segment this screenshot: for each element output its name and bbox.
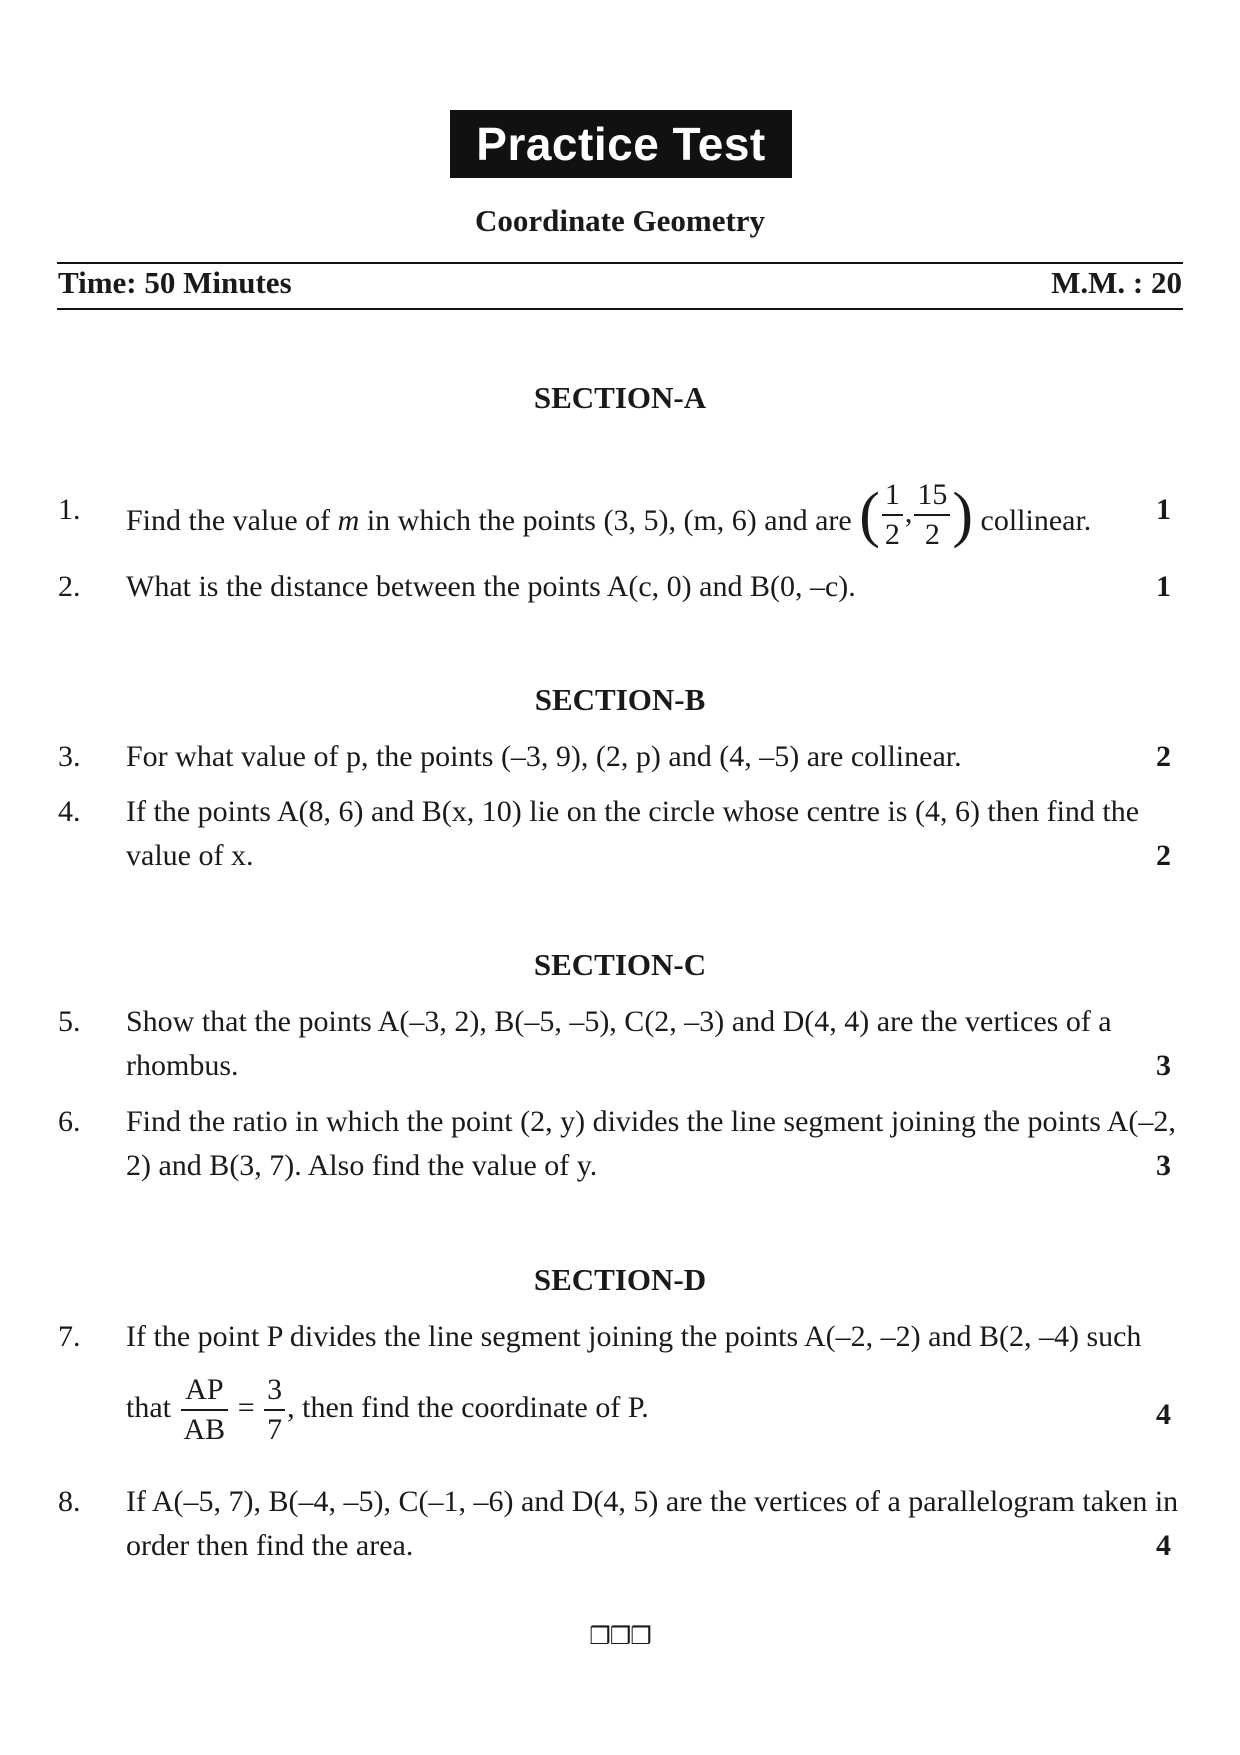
end-mark: ❒❒❒ (589, 1624, 651, 1650)
question-text: Show that the points A(–3, 2), B(–5, –5), C(2, –3) and D(4, 4) are the vertices of a rhombus. (126, 1005, 1112, 1082)
question-4 (58, 790, 1183, 878)
question-2 (58, 565, 1183, 609)
header-rule-top (57, 262, 1183, 264)
page-title: Practice Test (450, 110, 792, 178)
question-text-line2: that $\frac{AP}{AB}$ = $\frac{3}{7}$ , then find the coordinate of P. (126, 1373, 649, 1446)
question-marks: 2 (1156, 839, 1171, 872)
question-text: If the points A(8, 6) and B(x, 10) lie on the circle whose centre is (4, 6) then find the value of x. (126, 795, 1140, 872)
question-marks: 1 (1156, 493, 1171, 526)
question-3 (58, 735, 1183, 779)
section-a-heading: SECTION-A (533, 380, 707, 415)
question-text: If A(–5, 7), B(–4, –5), C(–1, –6) and D(4, 5) are the vertices of a parallelogram taken in order then find the area. (126, 1485, 1179, 1562)
question-text-line1: If the point P divides the line segment joining the points A(–2, –2) and B(2, –4) such (126, 1320, 1142, 1353)
question-marks: 4 (1156, 1529, 1171, 1562)
time-label: Time: 50 Minutes (58, 265, 292, 300)
header-rule-bottom (57, 308, 1183, 310)
section-d-heading: SECTION-D (533, 1262, 707, 1297)
question-8 (58, 1480, 1183, 1568)
question-5 (58, 1000, 1183, 1088)
section-b-heading: SECTION-B (534, 682, 706, 717)
question-number: 8. (58, 1485, 81, 1518)
question-number: 1. (58, 493, 81, 526)
question-text: What is the distance between the points A(c, 0) and B(0, –c). (126, 570, 856, 603)
question-number: 3. (58, 740, 81, 773)
question-number: 5. (58, 1005, 81, 1038)
question-6 (58, 1100, 1183, 1188)
question-text: Find the ratio in which the point (2, y) divides the line segment joining the points A(–2, 2) and B(3, 7). Also find the value of y. (126, 1105, 1176, 1182)
question-number: 2. (58, 570, 81, 603)
question-marks: 2 (1156, 740, 1171, 773)
subject-heading: Coordinate Geometry (474, 203, 766, 238)
question-marks: 4 (1156, 1398, 1171, 1431)
question-number: 4. (58, 795, 81, 828)
question-text: For what value of p, the points (–3, 9), (2, p) and (4, –5) are collinear. (126, 740, 962, 773)
question-number: 6. (58, 1105, 81, 1138)
question-marks: 3 (1156, 1149, 1171, 1182)
question-text: Find the value of m in which the points (3, 5), (m, 6) and are ( $\frac{1}{2}$ , $\frac{15}{2}$ ) collinear. (126, 478, 1092, 551)
question-number: 7. (58, 1320, 81, 1353)
section-c-heading: SECTION-C (533, 947, 707, 982)
max-marks-label: M.M. : 20 (1051, 265, 1182, 300)
question-marks: 1 (1156, 570, 1171, 603)
question-1 (58, 478, 1183, 551)
question-7 (58, 1315, 1183, 1455)
question-marks: 3 (1156, 1049, 1171, 1082)
